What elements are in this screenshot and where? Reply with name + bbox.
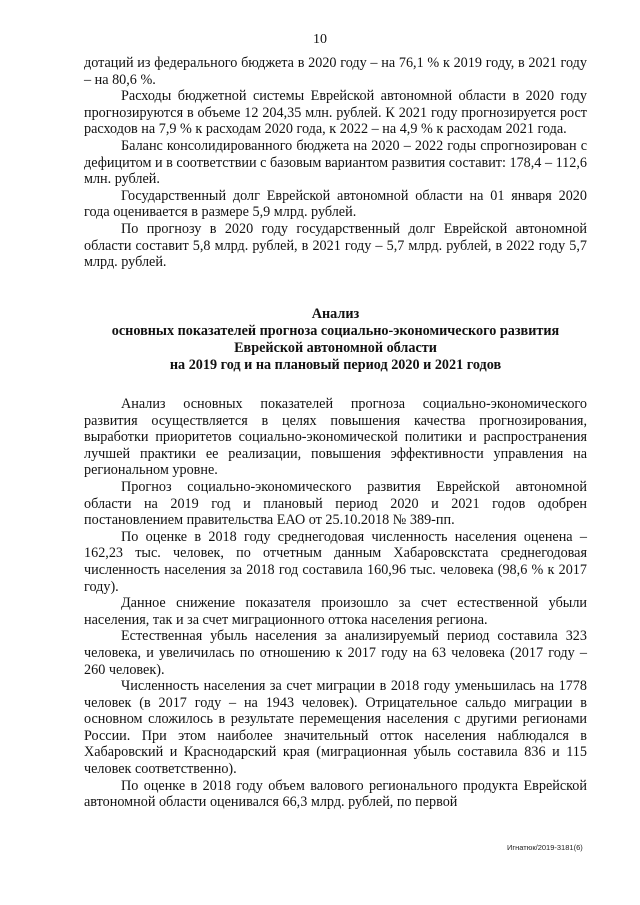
paragraph: Расходы бюджетной системы Еврейской автономной области в 2020 году прогнозируются в объеме 12 204,35 млн. рублей. К 2021 году прогнозируется рост расходов на 7,9 % к расходам 2020 года, к 2022 – на 4,9 % к расходам 2021 года. [84,88,587,138]
paragraph: По оценке в 2018 году объем валового регионального продукта Еврейской автономной области оценивался 66,3 млрд. рублей, по первой [84,777,587,811]
analysis-section [84,396,587,811]
paragraph: Государственный долг Еврейской автономной области на 01 января 2020 года оценивается в размере 5,9 млрд. рублей. [84,187,587,221]
paragraph: Данное снижение показателя произошло за счет естественной убыли населения, так и за счет миграционного оттока населения региона. [84,595,587,628]
paragraph: Баланс консолидированного бюджета на 2020 – 2022 годы спрогнозирован с дефицитом и в соответствии с базовым вариантом развития составит: 178,4 – 112,6 млн. рублей. [84,137,587,188]
paragraph-continuation: дотаций из федерального бюджета в 2020 году – на 76,1 % к 2019 году, в 2021 году – на 80,6 %. [84,55,587,88]
heading-line: Еврейской автономной области [234,340,437,356]
paragraph: Численность населения за счет миграции в 2018 году уменьшилась на 1778 человек (в 2017 году – на 1943 человек). Отрицательное сальдо миграции в основном сложилось в результате перемещения населения с другими регионами России. При этом наиболее значительный отток населения наблюдался в Хабаровский и Краснодарский края (миграционная убыль составила 836 и 115 человек соответственно). [84,678,587,778]
paragraph: Естественная убыль населения за анализируемый период составила 323 человека, и увеличилась по отношению к 2017 году на 63 человека (2017 году – 260 человек). [84,628,587,678]
page-number: 10 [313,32,327,47]
budget-section [84,55,587,271]
heading-line: на 2019 год и на плановый период 2020 и 2021 годов [169,357,502,373]
heading-line: основных показателей прогноза социально-экономического развития [111,323,560,339]
heading-line: Анализ [311,306,360,322]
paragraph: Анализ основных показателей прогноза социально-экономического развития осуществляется в целях повышения качества прогнозирования, выработки приоритетов социально-экономической политики и распространения лучшей практики ее реализации, повышения эффективности управления на региональном уровне. [84,396,587,479]
paragraph: Прогноз социально-экономического развития Еврейской автономной области на 2019 год и плановый период 2020 и 2021 годов одобрен постановлением правительства ЕАО от 25.10.2018 № 389-пп. [84,478,587,529]
paragraph: По оценке в 2018 году среднегодовая численность населения оценена – 162,23 тыс. человек, по отчетным данным Хабаровскстата среднегодовая численность населения за 2018 год составила 160,96 тыс. человека (98,6 % к 2017 году). [84,528,587,595]
paragraph: По прогнозу в 2020 году государственный долг Еврейской автономной области составит 5,8 млрд. рублей, в 2021 году – 5,7 млрд. рублей, в 2022 году 5,7 млрд. рублей. [84,220,587,271]
document-footer-code: Игнатюк/2019-3181(6) [507,843,583,852]
section-heading [84,306,587,374]
